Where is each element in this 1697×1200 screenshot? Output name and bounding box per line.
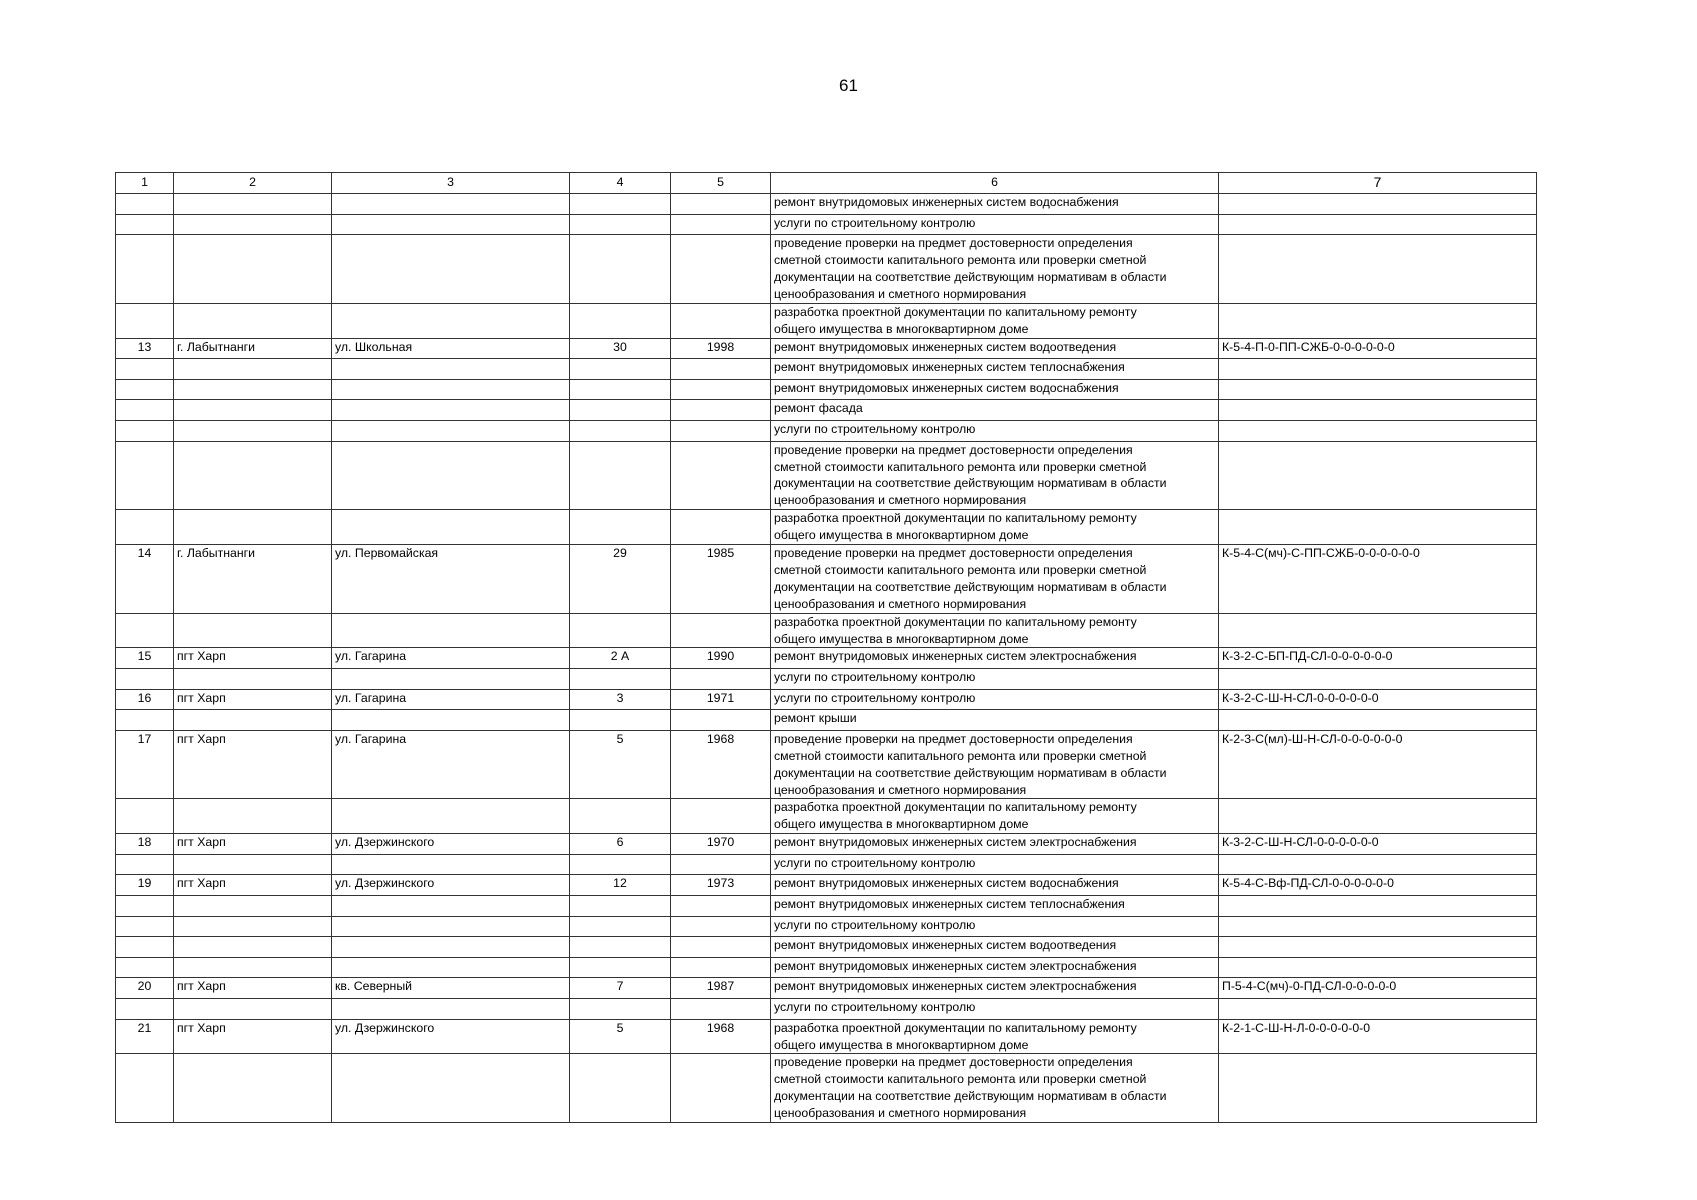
locality-cell — [174, 854, 332, 875]
build-year-cell: 1973 — [671, 875, 771, 896]
locality-cell: г. Лабытнанги — [174, 338, 332, 359]
build-year-cell — [671, 510, 771, 545]
building-code-cell — [1219, 359, 1537, 380]
table-row — [116, 834, 1537, 855]
row-number — [116, 379, 174, 400]
build-year-cell — [671, 937, 771, 958]
build-year-cell — [671, 379, 771, 400]
locality-cell — [174, 999, 332, 1020]
table-row — [116, 978, 1537, 999]
row-number: 13 — [116, 338, 174, 359]
row-number — [116, 896, 174, 917]
work-type-cell: проведение проверки на предмет достоверности определения сметной стоимости капитального ремонта или проверки сметной документации на соответствие действующим нормативам в области ценообразования и сметного нормирования — [771, 441, 1219, 510]
row-number — [116, 799, 174, 834]
work-type-cell: ремонт внутридомовых инженерных систем водоотведения — [771, 338, 1219, 359]
locality-cell — [174, 303, 332, 338]
table-row — [116, 896, 1537, 917]
table-row — [116, 359, 1537, 380]
locality-cell — [174, 235, 332, 304]
street-cell — [332, 710, 570, 731]
building-code-cell: К-2-3-С(мл)-Ш-Н-СЛ-0-0-0-0-0-0 — [1219, 730, 1537, 799]
build-year-cell: 1987 — [671, 978, 771, 999]
building-code-cell: К-5-4-С-Вф-ПД-СЛ-0-0-0-0-0-0 — [1219, 875, 1537, 896]
header-row — [116, 173, 1537, 194]
build-year-cell — [671, 896, 771, 917]
building-code-cell — [1219, 957, 1537, 978]
street-cell — [332, 421, 570, 442]
house-number-cell: 6 — [570, 834, 671, 855]
repair-register-table — [115, 172, 1537, 1123]
house-number-cell — [570, 613, 671, 648]
build-year-cell — [671, 359, 771, 380]
building-code-cell — [1219, 303, 1537, 338]
table-row — [116, 669, 1537, 690]
locality-cell — [174, 379, 332, 400]
locality-cell — [174, 400, 332, 421]
row-number — [116, 710, 174, 731]
building-code-cell — [1219, 896, 1537, 917]
building-code-cell: К-5-4-С(мч)-С-ПП-СЖБ-0-0-0-0-0-0 — [1219, 545, 1537, 614]
building-code-cell — [1219, 916, 1537, 937]
building-code-cell — [1219, 710, 1537, 731]
locality-cell — [174, 916, 332, 937]
street-cell — [332, 194, 570, 215]
street-cell — [332, 235, 570, 304]
locality-cell: пгт Харп — [174, 1019, 332, 1054]
table-row — [116, 421, 1537, 442]
build-year-cell — [671, 235, 771, 304]
locality-cell — [174, 510, 332, 545]
table-row — [116, 854, 1537, 875]
build-year-cell — [671, 999, 771, 1020]
table-header — [116, 173, 1537, 194]
building-code-cell: П-5-4-С(мч)-0-ПД-СЛ-0-0-0-0-0 — [1219, 978, 1537, 999]
street-cell: кв. Северный — [332, 978, 570, 999]
build-year-cell: 1968 — [671, 1019, 771, 1054]
table-row — [116, 799, 1537, 834]
locality-cell — [174, 957, 332, 978]
building-code-cell — [1219, 999, 1537, 1020]
building-code-cell — [1219, 854, 1537, 875]
building-code-cell: К-5-4-П-0-ПП-СЖБ-0-0-0-0-0-0 — [1219, 338, 1537, 359]
locality-cell: пгт Харп — [174, 648, 332, 669]
row-number: 19 — [116, 875, 174, 896]
street-cell — [332, 441, 570, 510]
build-year-cell — [671, 194, 771, 215]
locality-cell: пгт Харп — [174, 689, 332, 710]
work-type-cell: ремонт внутридомовых инженерных систем электроснабжения — [771, 957, 1219, 978]
row-number — [116, 194, 174, 215]
locality-cell: пгт Харп — [174, 875, 332, 896]
work-type-cell: услуги по строительному контролю — [771, 689, 1219, 710]
locality-cell — [174, 441, 332, 510]
table-row — [116, 194, 1537, 215]
table-row — [116, 875, 1537, 896]
locality-cell: пгт Харп — [174, 730, 332, 799]
work-type-cell: ремонт внутридомовых инженерных систем водоотведения — [771, 937, 1219, 958]
building-code-cell — [1219, 400, 1537, 421]
row-number: 17 — [116, 730, 174, 799]
street-cell — [332, 303, 570, 338]
work-type-cell: услуги по строительному контролю — [771, 669, 1219, 690]
work-type-cell: ремонт внутридомовых инженерных систем электроснабжения — [771, 834, 1219, 855]
locality-cell — [174, 359, 332, 380]
row-number — [116, 235, 174, 304]
building-code-cell — [1219, 214, 1537, 235]
build-year-cell — [671, 400, 771, 421]
house-number-cell — [570, 957, 671, 978]
house-number-cell — [570, 194, 671, 215]
house-number-cell — [570, 379, 671, 400]
work-type-cell: проведение проверки на предмет достоверности определения сметной стоимости капитального ремонта или проверки сметной документации на соответствие действующим нормативам в области ценообразования и сметного нормирования — [771, 730, 1219, 799]
row-number: 14 — [116, 545, 174, 614]
row-number: 20 — [116, 978, 174, 999]
house-number-cell — [570, 999, 671, 1020]
house-number-cell — [570, 1054, 671, 1123]
build-year-cell: 1971 — [671, 689, 771, 710]
build-year-cell — [671, 214, 771, 235]
house-number-cell — [570, 710, 671, 731]
building-code-cell — [1219, 613, 1537, 648]
street-cell — [332, 896, 570, 917]
building-code-cell — [1219, 235, 1537, 304]
header-col-3: 3 — [332, 173, 570, 194]
building-code-cell — [1219, 937, 1537, 958]
house-number-cell — [570, 303, 671, 338]
build-year-cell — [671, 957, 771, 978]
building-code-cell: К-3-2-С-Ш-Н-СЛ-0-0-0-0-0-0 — [1219, 689, 1537, 710]
building-code-cell — [1219, 379, 1537, 400]
work-type-cell: разработка проектной документации по капитальному ремонту общего имущества в многоквартирном доме — [771, 613, 1219, 648]
work-type-cell: ремонт внутридомовых инженерных систем теплоснабжения — [771, 359, 1219, 380]
locality-cell: г. Лабытнанги — [174, 545, 332, 614]
street-cell — [332, 799, 570, 834]
street-cell — [332, 957, 570, 978]
house-number-cell — [570, 235, 671, 304]
row-number — [116, 1054, 174, 1123]
build-year-cell — [671, 854, 771, 875]
row-number — [116, 441, 174, 510]
row-number — [116, 957, 174, 978]
build-year-cell — [671, 1054, 771, 1123]
locality-cell — [174, 896, 332, 917]
street-cell: ул. Гагарина — [332, 689, 570, 710]
table-body — [116, 194, 1537, 1123]
row-number — [116, 510, 174, 545]
header-col-6: 6 — [771, 173, 1219, 194]
work-type-cell: услуги по строительному контролю — [771, 214, 1219, 235]
house-number-cell — [570, 400, 671, 421]
build-year-cell — [671, 613, 771, 648]
row-number — [116, 214, 174, 235]
locality-cell — [174, 669, 332, 690]
table-row — [116, 400, 1537, 421]
street-cell — [332, 1054, 570, 1123]
row-number — [116, 669, 174, 690]
table-row — [116, 379, 1537, 400]
row-number: 15 — [116, 648, 174, 669]
row-number — [116, 999, 174, 1020]
row-number — [116, 359, 174, 380]
street-cell: ул. Дзержинского — [332, 1019, 570, 1054]
work-type-cell: услуги по строительному контролю — [771, 854, 1219, 875]
building-code-cell: К-3-2-С-БП-ПД-СЛ-0-0-0-0-0-0 — [1219, 648, 1537, 669]
locality-cell — [174, 421, 332, 442]
table-row — [116, 730, 1537, 799]
house-number-cell — [570, 669, 671, 690]
house-number-cell — [570, 799, 671, 834]
street-cell — [332, 854, 570, 875]
building-code-cell — [1219, 1054, 1537, 1123]
table-row — [116, 957, 1537, 978]
locality-cell: пгт Харп — [174, 834, 332, 855]
locality-cell — [174, 799, 332, 834]
street-cell: ул. Дзержинского — [332, 834, 570, 855]
table-row — [116, 235, 1537, 304]
header-col-2: 2 — [174, 173, 332, 194]
work-type-cell: ремонт внутридомовых инженерных систем водоснабжения — [771, 379, 1219, 400]
street-cell: ул. Дзержинского — [332, 875, 570, 896]
row-number: 18 — [116, 834, 174, 855]
street-cell — [332, 613, 570, 648]
row-number: 16 — [116, 689, 174, 710]
locality-cell — [174, 710, 332, 731]
header-col-7: 7 — [1219, 173, 1537, 194]
table-row — [116, 303, 1537, 338]
street-cell — [332, 400, 570, 421]
locality-cell — [174, 937, 332, 958]
work-type-cell: ремонт фасада — [771, 400, 1219, 421]
house-number-cell: 5 — [570, 730, 671, 799]
build-year-cell — [671, 669, 771, 690]
build-year-cell — [671, 799, 771, 834]
row-number — [116, 400, 174, 421]
building-code-cell — [1219, 421, 1537, 442]
house-number-cell: 3 — [570, 689, 671, 710]
row-number — [116, 854, 174, 875]
work-type-cell: ремонт внутридомовых инженерных систем водоснабжения — [771, 875, 1219, 896]
locality-cell — [174, 194, 332, 215]
build-year-cell: 1970 — [671, 834, 771, 855]
house-number-cell — [570, 441, 671, 510]
table-row — [116, 214, 1537, 235]
table-row — [116, 937, 1537, 958]
locality-cell — [174, 1054, 332, 1123]
build-year-cell: 1998 — [671, 338, 771, 359]
house-number-cell — [570, 916, 671, 937]
street-cell — [332, 937, 570, 958]
row-number — [116, 937, 174, 958]
row-number — [116, 421, 174, 442]
street-cell: ул. Гагарина — [332, 730, 570, 799]
row-number — [116, 613, 174, 648]
house-number-cell: 29 — [570, 545, 671, 614]
locality-cell — [174, 214, 332, 235]
work-type-cell: проведение проверки на предмет достоверности определения сметной стоимости капитального ремонта или проверки сметной документации на соответствие действующим нормативам в области ценообразования и сметного нормирования — [771, 235, 1219, 304]
street-cell — [332, 669, 570, 690]
table-row — [116, 338, 1537, 359]
build-year-cell — [671, 710, 771, 731]
table-row — [116, 648, 1537, 669]
street-cell — [332, 214, 570, 235]
street-cell — [332, 999, 570, 1020]
building-code-cell — [1219, 441, 1537, 510]
building-code-cell — [1219, 510, 1537, 545]
header-col-4: 4 — [570, 173, 671, 194]
build-year-cell: 1968 — [671, 730, 771, 799]
building-code-cell: К-2-1-С-Ш-Н-Л-0-0-0-0-0-0 — [1219, 1019, 1537, 1054]
work-type-cell: разработка проектной документации по капитальному ремонту общего имущества в многоквартирном доме — [771, 303, 1219, 338]
work-type-cell: ремонт внутридомовых инженерных систем водоснабжения — [771, 194, 1219, 215]
house-number-cell — [570, 214, 671, 235]
work-type-cell: ремонт внутридомовых инженерных систем теплоснабжения — [771, 896, 1219, 917]
street-cell: ул. Школьная — [332, 338, 570, 359]
work-type-cell: ремонт крыши — [771, 710, 1219, 731]
table-row — [116, 441, 1537, 510]
street-cell — [332, 379, 570, 400]
locality-cell: пгт Харп — [174, 978, 332, 999]
table-row — [116, 689, 1537, 710]
house-number-cell: 5 — [570, 1019, 671, 1054]
house-number-cell — [570, 421, 671, 442]
street-cell: ул. Гагарина — [332, 648, 570, 669]
table-row — [116, 916, 1537, 937]
work-type-cell: разработка проектной документации по капитальному ремонту общего имущества в многоквартирном доме — [771, 799, 1219, 834]
house-number-cell — [570, 854, 671, 875]
page-number: 61 — [839, 76, 858, 95]
row-number — [116, 916, 174, 937]
building-code-cell — [1219, 799, 1537, 834]
street-cell — [332, 916, 570, 937]
build-year-cell — [671, 441, 771, 510]
work-type-cell: услуги по строительному контролю — [771, 916, 1219, 937]
house-number-cell: 2 А — [570, 648, 671, 669]
table-row — [116, 545, 1537, 614]
building-code-cell — [1219, 669, 1537, 690]
table-row — [116, 1019, 1537, 1054]
build-year-cell: 1990 — [671, 648, 771, 669]
work-type-cell: проведение проверки на предмет достоверности определения сметной стоимости капитального ремонта или проверки сметной документации на соответствие действующим нормативам в области ценообразования и сметного нормирования — [771, 545, 1219, 614]
build-year-cell: 1985 — [671, 545, 771, 614]
header-col-1: 1 — [116, 173, 174, 194]
house-number-cell — [570, 359, 671, 380]
table-row — [116, 710, 1537, 731]
building-code-cell — [1219, 194, 1537, 215]
house-number-cell — [570, 896, 671, 917]
house-number-cell — [570, 937, 671, 958]
house-number-cell — [570, 510, 671, 545]
build-year-cell — [671, 303, 771, 338]
street-cell — [332, 510, 570, 545]
work-type-cell: ремонт внутридомовых инженерных систем электроснабжения — [771, 648, 1219, 669]
work-type-cell: услуги по строительному контролю — [771, 999, 1219, 1020]
row-number: 21 — [116, 1019, 174, 1054]
build-year-cell — [671, 916, 771, 937]
work-type-cell: разработка проектной документации по капитальному ремонту общего имущества в многоквартирном доме — [771, 1019, 1219, 1054]
table-row — [116, 510, 1537, 545]
house-number-cell: 12 — [570, 875, 671, 896]
locality-cell — [174, 613, 332, 648]
work-type-cell: услуги по строительному контролю — [771, 421, 1219, 442]
table-row — [116, 999, 1537, 1020]
house-number-cell: 30 — [570, 338, 671, 359]
build-year-cell — [671, 421, 771, 442]
street-cell — [332, 359, 570, 380]
work-type-cell: проведение проверки на предмет достоверности определения сметной стоимости капитального ремонта или проверки сметной документации на соответствие действующим нормативам в области ценообразования и сметного нормирования — [771, 1054, 1219, 1123]
table-row — [116, 1054, 1537, 1123]
street-cell: ул. Первомайская — [332, 545, 570, 614]
header-col-5: 5 — [671, 173, 771, 194]
table-row — [116, 613, 1537, 648]
work-type-cell: ремонт внутридомовых инженерных систем электроснабжения — [771, 978, 1219, 999]
building-code-cell: К-3-2-С-Ш-Н-СЛ-0-0-0-0-0-0 — [1219, 834, 1537, 855]
row-number — [116, 303, 174, 338]
work-type-cell: разработка проектной документации по капитальному ремонту общего имущества в многоквартирном доме — [771, 510, 1219, 545]
house-number-cell: 7 — [570, 978, 671, 999]
